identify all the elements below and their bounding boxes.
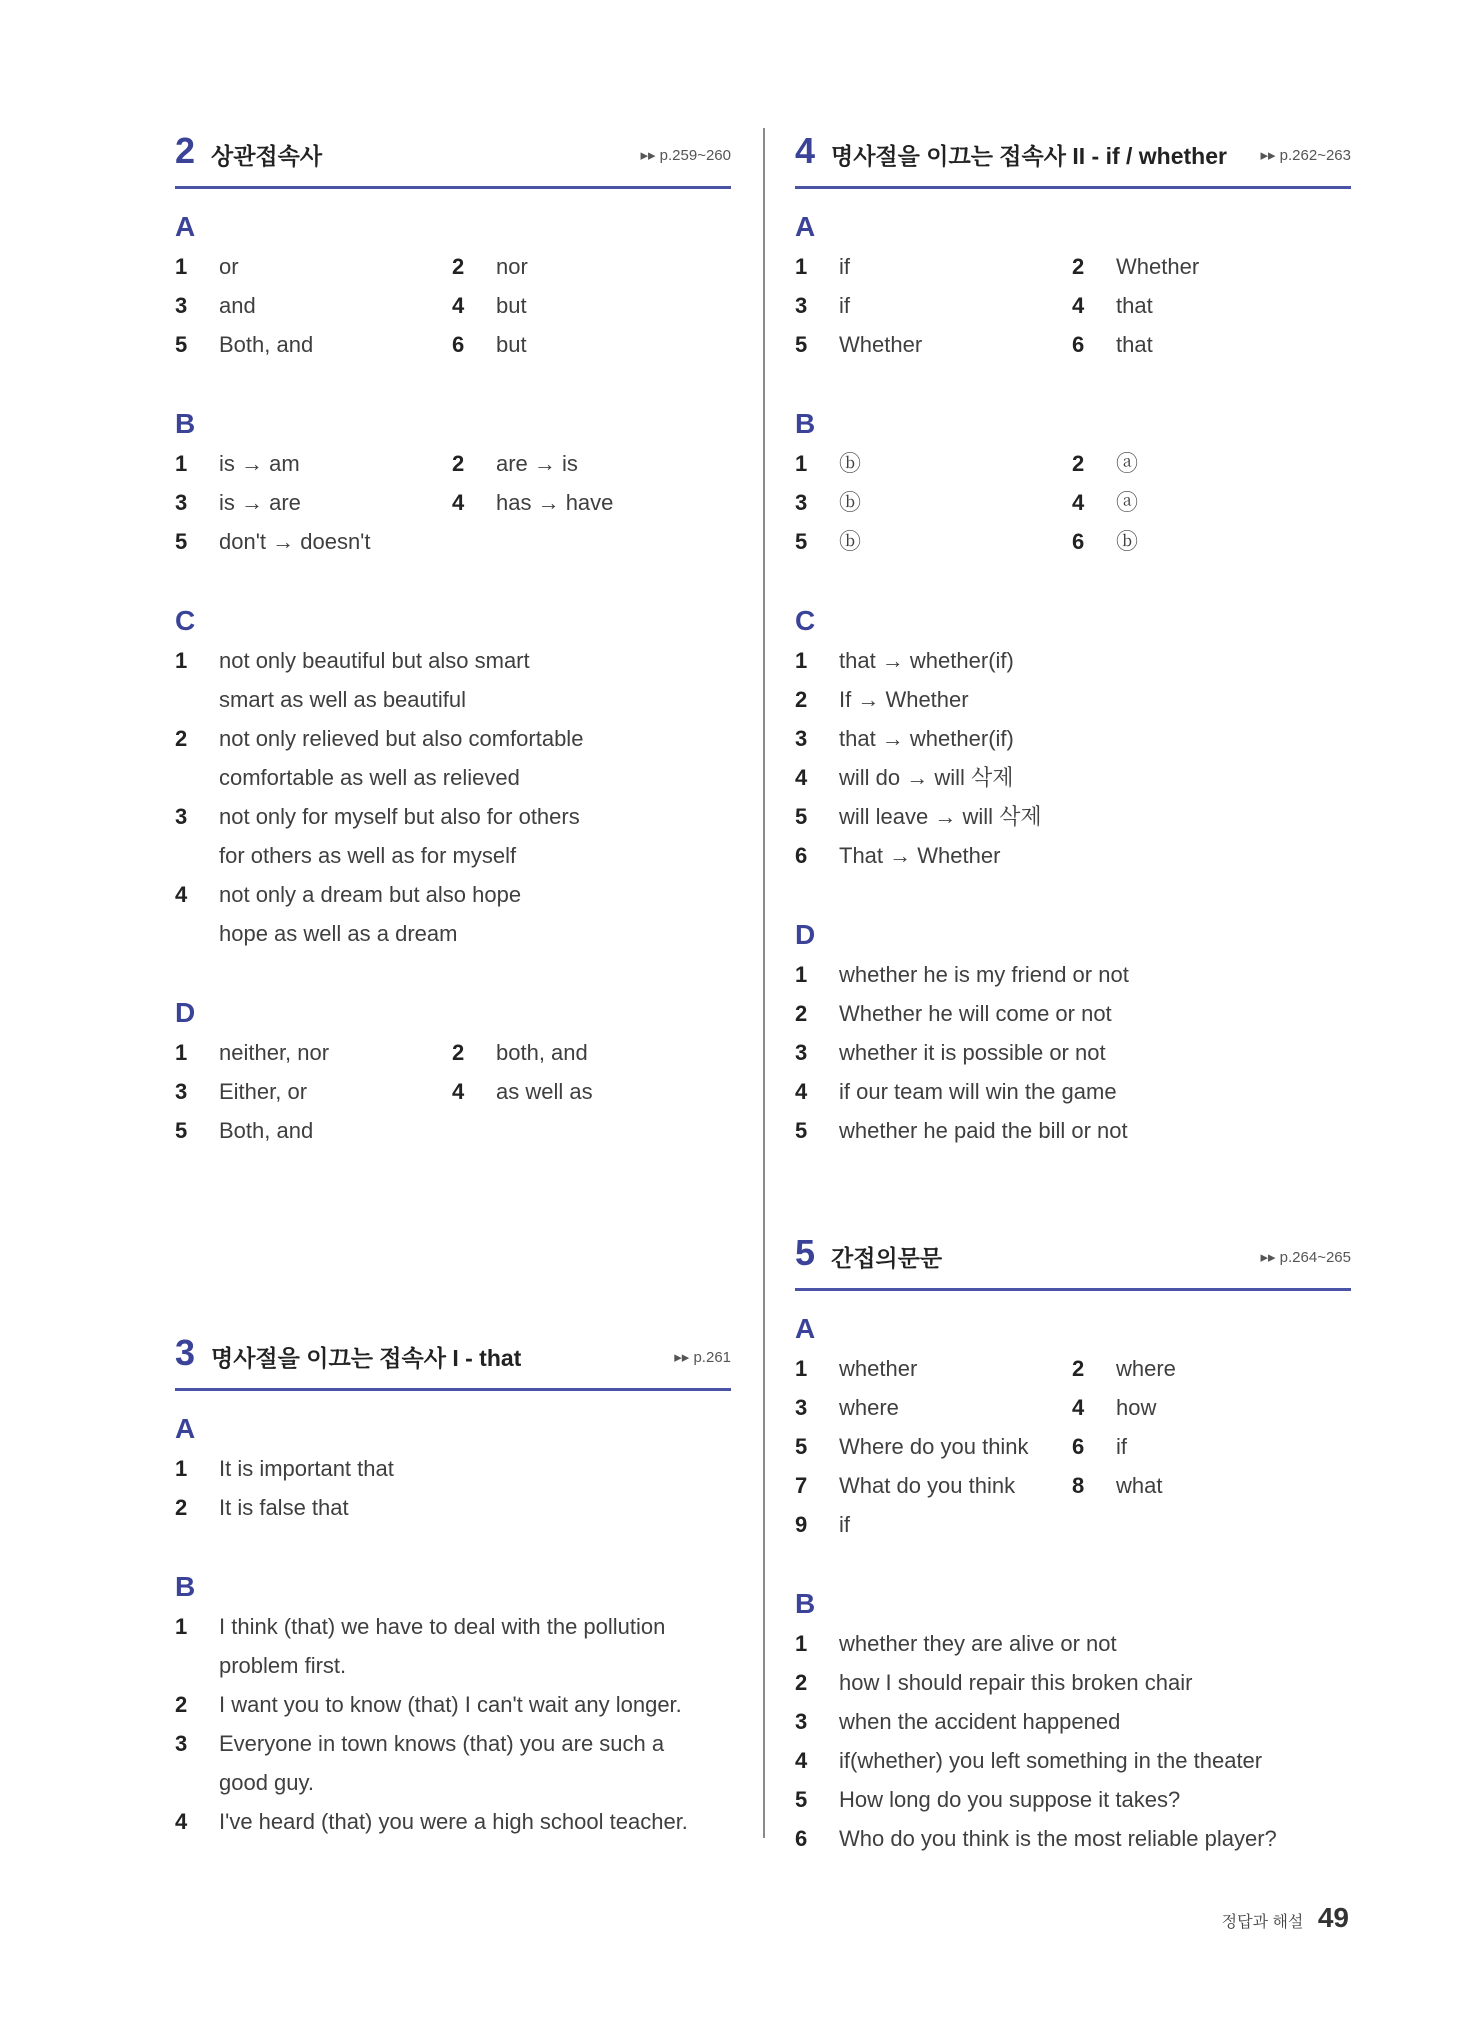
- answer-row: [795, 994, 1351, 1033]
- answer-text: nor: [496, 254, 528, 279]
- answer-continuation: [175, 1763, 731, 1802]
- answer-number: 6: [795, 843, 808, 868]
- answer-text: as well as: [496, 1079, 593, 1104]
- answer-number: 2: [452, 1040, 465, 1065]
- subsection-label: A: [175, 1413, 196, 1444]
- answer-text: Who do you think is the most reliable player?: [839, 1826, 1277, 1851]
- answer-continuation: [175, 914, 731, 953]
- answer-row: [795, 1702, 1351, 1741]
- answer-text: or: [219, 254, 239, 279]
- answer-number: 3: [175, 1079, 188, 1104]
- answer-row: [795, 758, 1351, 797]
- section-title: 상관접속사: [211, 143, 323, 169]
- answer-number: 2: [1072, 1356, 1085, 1381]
- answer-row: [175, 1449, 731, 1488]
- answer-row: [175, 1111, 731, 1150]
- page-reference: ▸▸ p.259~260: [640, 147, 731, 164]
- answer-number: 5: [795, 1434, 808, 1459]
- answer-number: 6: [452, 332, 465, 357]
- answer-text: how: [1116, 1395, 1157, 1420]
- answer-row: [795, 1663, 1351, 1702]
- answer-row: [795, 955, 1351, 994]
- answer-number: 7: [795, 1473, 808, 1498]
- answer-row: [795, 325, 1351, 364]
- page-reference: ▸▸ p.264~265: [1260, 1249, 1351, 1266]
- answer-number: 9: [795, 1512, 808, 1537]
- answer-row: [175, 1724, 731, 1763]
- page-footer: [1222, 1902, 1349, 1934]
- answer-text: for others as well as for myself: [219, 843, 517, 868]
- answer-number: 6: [1072, 529, 1085, 554]
- answer-number: 3: [795, 726, 808, 751]
- answer-text: if: [839, 293, 850, 318]
- page-reference: ▸▸ p.261: [674, 1349, 731, 1366]
- answer-text: will leave → will 삭제: [839, 804, 1042, 829]
- answer-number: 3: [795, 1040, 808, 1065]
- answer-text: Whether: [839, 332, 923, 357]
- answer-number: 4: [175, 882, 188, 907]
- answer-row: [795, 836, 1351, 875]
- subsection-label: A: [175, 211, 196, 242]
- answer-number: 6: [1072, 332, 1085, 357]
- answer-row: [175, 875, 731, 914]
- answer-row: [175, 1072, 731, 1111]
- answer-text: ⓑ: [839, 490, 862, 515]
- answer-row: [795, 719, 1351, 758]
- answer-number: 1: [175, 254, 188, 279]
- page-number: 49: [1317, 1902, 1349, 1933]
- answer-number: 2: [175, 1495, 188, 1520]
- answer-text: That → Whether: [839, 843, 1001, 868]
- answer-text: I've heard (that) you were a high school teacher.: [219, 1809, 688, 1834]
- answer-text: both, and: [496, 1040, 588, 1065]
- answer-number: 1: [175, 1456, 188, 1481]
- answer-text: but: [496, 332, 527, 357]
- subsection-label: B: [175, 408, 196, 439]
- answer-number: 3: [795, 1395, 808, 1420]
- answer-number: 2: [795, 1670, 808, 1695]
- answer-text: problem first.: [219, 1653, 347, 1678]
- answer-number: 3: [175, 293, 188, 318]
- answer-text: if: [839, 1512, 850, 1537]
- section-4-header: [795, 128, 1351, 189]
- footer-label: 정답과 해설: [1221, 1914, 1304, 1931]
- subsection-label: B: [795, 1588, 816, 1619]
- answer-number: 1: [795, 962, 808, 987]
- answer-text: I think (that) we have to deal with the pollution: [219, 1614, 666, 1639]
- section-5-header: [795, 1230, 1351, 1291]
- answer-text: has → have: [496, 490, 614, 515]
- answer-number: 5: [795, 529, 808, 554]
- answer-text: but: [496, 293, 527, 318]
- answer-continuation: [175, 836, 731, 875]
- answer-text: neither, nor: [219, 1040, 330, 1065]
- answer-number: 1: [795, 451, 808, 476]
- answer-text: whether he paid the bill or not: [839, 1118, 1128, 1143]
- answer-row: [795, 444, 1351, 483]
- answer-row: [795, 641, 1351, 680]
- answer-number: 4: [795, 765, 808, 790]
- answer-continuation: [175, 680, 731, 719]
- answer-text: What do you think: [839, 1473, 1016, 1498]
- answer-text: ⓐ: [1116, 490, 1139, 515]
- answer-text: if(whether) you left something in the theater: [839, 1748, 1263, 1773]
- answer-text: not only a dream but also hope: [219, 882, 522, 907]
- answer-row: [795, 1033, 1351, 1072]
- left-column: [175, 128, 731, 1841]
- subsection-label: B: [795, 408, 816, 439]
- answer-row: [175, 483, 731, 522]
- answer-continuation: [175, 758, 731, 797]
- answer-number: 3: [175, 804, 188, 829]
- answer-number: 3: [795, 1709, 808, 1734]
- answer-row: [795, 1072, 1351, 1111]
- answer-text: what: [1116, 1473, 1163, 1498]
- answer-text: good guy.: [219, 1770, 315, 1795]
- answer-row: [175, 325, 731, 364]
- answer-number: 3: [795, 293, 808, 318]
- subsection-label: D: [175, 997, 196, 1028]
- section-number: 4: [795, 130, 816, 171]
- subsection-label: A: [795, 1313, 816, 1344]
- subsection-label: C: [175, 605, 196, 636]
- answer-text: will do → will 삭제: [839, 765, 1014, 790]
- answer-row: [795, 1466, 1351, 1505]
- answer-number: 4: [795, 1079, 808, 1104]
- answer-text: that: [1116, 293, 1153, 318]
- answer-number: 4: [795, 1748, 808, 1773]
- answer-number: 1: [795, 254, 808, 279]
- answer-row: [795, 1741, 1351, 1780]
- answer-text: whether they are alive or not: [839, 1631, 1117, 1656]
- answer-text: and: [219, 293, 256, 318]
- answer-row: [795, 483, 1351, 522]
- answer-number: 2: [175, 726, 188, 751]
- section-title: 명사절을 이끄는 접속사 II - if / whether: [831, 143, 1227, 169]
- answer-number: 4: [1072, 1395, 1085, 1420]
- answer-text: not only relieved but also comfortable: [219, 726, 584, 751]
- answer-text: It is false that: [219, 1495, 349, 1520]
- answer-text: Both, and: [219, 1118, 314, 1143]
- answer-row: [175, 444, 731, 483]
- answer-number: 3: [175, 1731, 188, 1756]
- answer-text: that: [1116, 332, 1153, 357]
- answer-row: [795, 286, 1351, 325]
- answer-number: 2: [1072, 254, 1085, 279]
- right-column: [795, 128, 1351, 1858]
- answer-text: not only for myself but also for others: [219, 804, 580, 829]
- answer-row: [175, 286, 731, 325]
- answer-text: ⓑ: [1116, 529, 1139, 554]
- answer-number: 4: [452, 1079, 465, 1104]
- answer-continuation: [175, 1646, 731, 1685]
- answer-number: 4: [1072, 490, 1085, 515]
- answer-row: [175, 719, 731, 758]
- answer-text: when the accident happened: [839, 1709, 1121, 1734]
- answer-row: [175, 641, 731, 680]
- answer-number: 3: [175, 490, 188, 515]
- answer-number: 5: [795, 332, 808, 357]
- answer-number: 5: [175, 529, 188, 554]
- subsection-label: D: [795, 919, 816, 950]
- answer-number: 5: [175, 1118, 188, 1143]
- answer-row: [175, 522, 731, 561]
- answer-text: If → Whether: [839, 687, 969, 712]
- column-divider: [763, 128, 765, 1838]
- page-reference: ▸▸ p.262~263: [1260, 147, 1351, 164]
- answer-number: 1: [175, 648, 188, 673]
- answer-text: Where do you think: [839, 1434, 1029, 1459]
- answer-row: [795, 1111, 1351, 1150]
- section-number: 3: [175, 1332, 196, 1373]
- answer-text: How long do you suppose it takes?: [839, 1787, 1181, 1812]
- answer-text: if our team will win the game: [839, 1079, 1117, 1104]
- answer-text: where: [839, 1395, 899, 1420]
- answer-row: [795, 1819, 1351, 1858]
- answer-number: 1: [175, 1614, 188, 1639]
- answer-row: [175, 1488, 731, 1527]
- answer-number: 4: [452, 293, 465, 318]
- answer-number: 1: [795, 1356, 808, 1381]
- answer-number: 2: [175, 1692, 188, 1717]
- answer-text: where: [1116, 1356, 1176, 1381]
- answer-text: is → are: [219, 490, 301, 515]
- answer-text: I want you to know (that) I can't wait any longer.: [219, 1692, 682, 1717]
- answer-row: [175, 1685, 731, 1724]
- answer-text: whether he is my friend or not: [839, 962, 1129, 987]
- answer-number: 4: [1072, 293, 1085, 318]
- answer-number: 5: [795, 804, 808, 829]
- answer-number: 5: [795, 1118, 808, 1143]
- answer-text: smart as well as beautiful: [219, 687, 466, 712]
- subsection-label: A: [795, 211, 816, 242]
- answer-text: Whether: [1116, 254, 1200, 279]
- answer-number: 1: [175, 451, 188, 476]
- subsection-label: C: [795, 605, 816, 636]
- answer-number: 5: [175, 332, 188, 357]
- answer-number: 6: [1072, 1434, 1085, 1459]
- answer-text: Either, or: [219, 1079, 308, 1104]
- answer-number: 2: [795, 1001, 808, 1026]
- answer-number: 2: [452, 254, 465, 279]
- answer-number: 1: [175, 1040, 188, 1065]
- answer-number: 2: [452, 451, 465, 476]
- answer-number: 3: [795, 490, 808, 515]
- answer-text: Everyone in town knows (that) you are such a: [219, 1731, 665, 1756]
- answer-text: whether: [839, 1356, 918, 1381]
- answer-text: Whether he will come or not: [839, 1001, 1112, 1026]
- answer-text: comfortable as well as relieved: [219, 765, 520, 790]
- answer-number: 1: [795, 1631, 808, 1656]
- subsection-label: B: [175, 1571, 196, 1602]
- answer-text: ⓑ: [839, 529, 862, 554]
- answer-number: 4: [452, 490, 465, 515]
- answer-row: [175, 1607, 731, 1646]
- answer-row: [175, 797, 731, 836]
- answer-number: 1: [795, 648, 808, 673]
- answer-row: [175, 247, 731, 286]
- answer-number: 2: [1072, 451, 1085, 476]
- answer-text: hope as well as a dream: [219, 921, 458, 946]
- answer-row: [795, 1349, 1351, 1388]
- answer-row: [795, 1505, 1351, 1544]
- section-2-header: [175, 128, 731, 189]
- answer-row: [795, 680, 1351, 719]
- answer-text: don't → doesn't: [219, 529, 371, 554]
- answer-number: 8: [1072, 1473, 1085, 1498]
- section-number: 2: [175, 130, 196, 171]
- answer-number: 4: [175, 1809, 188, 1834]
- section-number: 5: [795, 1232, 816, 1273]
- answer-row: [175, 1033, 731, 1072]
- answer-row: [175, 1802, 731, 1841]
- answer-text: if: [839, 254, 850, 279]
- answer-text: how I should repair this broken chair: [839, 1670, 1193, 1695]
- answer-text: that → whether(if): [839, 648, 1014, 673]
- section-title: 간접의문문: [831, 1245, 943, 1271]
- answer-row: [795, 522, 1351, 561]
- answer-row: [795, 1780, 1351, 1819]
- answer-text: if: [1116, 1434, 1127, 1459]
- section-title: 명사절을 이끄는 접속사 I - that: [211, 1345, 522, 1371]
- answer-row: [795, 797, 1351, 836]
- answer-row: [795, 1427, 1351, 1466]
- answer-row: [795, 1388, 1351, 1427]
- answer-number: 6: [795, 1826, 808, 1851]
- answer-row: [795, 1624, 1351, 1663]
- answer-text: ⓑ: [839, 451, 862, 476]
- answer-text: that → whether(if): [839, 726, 1014, 751]
- answer-text: It is important that: [219, 1456, 394, 1481]
- answer-text: whether it is possible or not: [839, 1040, 1106, 1065]
- answer-text: is → am: [219, 451, 300, 476]
- answer-number: 5: [795, 1787, 808, 1812]
- section-3-header: [175, 1330, 731, 1391]
- answer-text: Both, and: [219, 332, 314, 357]
- answer-number: 2: [795, 687, 808, 712]
- answer-text: are → is: [496, 451, 578, 476]
- answer-text: ⓐ: [1116, 451, 1139, 476]
- answer-text: not only beautiful but also smart: [219, 648, 530, 673]
- answer-row: [795, 247, 1351, 286]
